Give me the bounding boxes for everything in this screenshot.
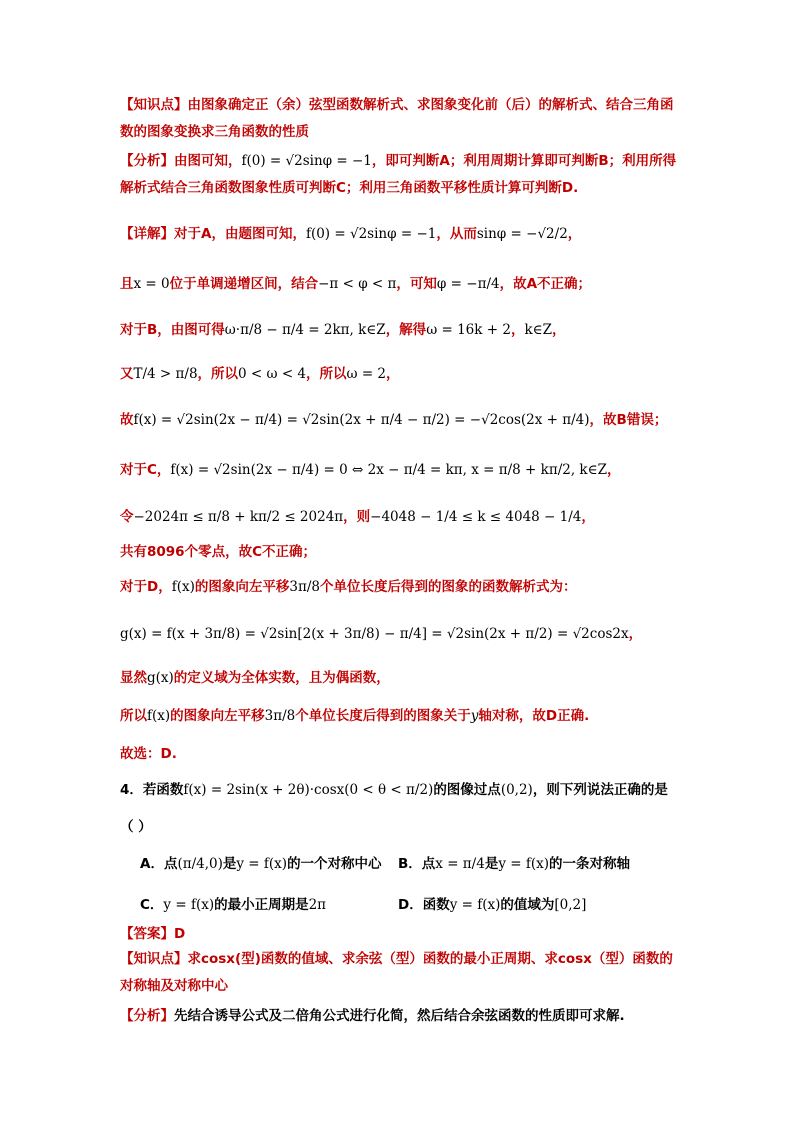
analysis-2 xyxy=(120,1004,625,1024)
option-a xyxy=(140,852,382,872)
math: −2024π ≤ π/8 + kπ/2 ≤ 2024π xyxy=(133,509,344,525)
math: sinφ = −√2/2 xyxy=(476,226,568,242)
text: ， xyxy=(386,366,400,382)
text: ， xyxy=(628,626,643,642)
text: 故选：D. xyxy=(120,746,177,762)
text: 共有8096个零点，故C不正确； xyxy=(120,544,316,560)
math: y xyxy=(470,708,479,724)
math: 3π/8 xyxy=(264,708,296,724)
text: 的一条对称轴 xyxy=(549,856,630,872)
question-4 xyxy=(120,778,668,798)
text: A．点 xyxy=(140,856,178,872)
detail-line-10 xyxy=(120,622,642,642)
analysis-math: f(0) = √2sinφ = −1 xyxy=(241,153,372,169)
text: D．函数 xyxy=(398,897,450,913)
answer-label: 【答案】 xyxy=(120,926,174,942)
detail-line-3 xyxy=(120,318,566,338)
text: 的图像过点 xyxy=(433,782,501,798)
text: 所以 xyxy=(120,708,147,724)
math: f(x) xyxy=(147,708,171,724)
text: ，故B错误； xyxy=(589,412,668,428)
text: ，所以 xyxy=(197,366,239,382)
text: ，从而 xyxy=(436,226,477,242)
detail-line-7 xyxy=(120,505,595,525)
math: x = π/4 xyxy=(435,856,485,872)
text: 的定义域为全体实数，且为偶函数， xyxy=(173,670,390,686)
detail-line-12 xyxy=(120,704,589,724)
text: 个单位长度后得到的图象的函数解析式为： xyxy=(319,579,577,595)
detail-line-9 xyxy=(120,575,576,595)
option-c xyxy=(140,893,326,913)
math: (0,2) xyxy=(500,782,533,798)
detail-line-8 xyxy=(120,540,316,560)
text: （ ） xyxy=(120,819,152,835)
math: k∈Z xyxy=(524,322,552,338)
math: (π/4,0) xyxy=(177,856,223,872)
answer-value: D xyxy=(174,926,186,942)
math: x = 0 xyxy=(133,276,170,292)
math: ω = 16k + 2 xyxy=(426,322,511,338)
detail-line-6 xyxy=(120,458,620,478)
analysis-text-b: ，即可判断A；利用周期计算即可判断B；利用所得解析式结合三角函数图象性质可判断C；利用三角函数平移性质计算可判断D. xyxy=(120,153,677,196)
detail-line-11 xyxy=(120,666,390,686)
knowledge-text: 由图象确定正（余）弦型函数解析式、求图象变化前（后）的解析式、结合三角函数的图象变换求三角函数的性质 xyxy=(120,97,674,140)
knowledge-text: 求cosx(型)函数的值域、求余弦（型）函数的最小正周期、求cosx（型）函数的对称轴及对称中心 xyxy=(120,951,673,994)
detail-line-13 xyxy=(120,742,177,762)
math: g(x) xyxy=(147,670,174,686)
math: f(x) = 2sin(x + 2θ)·cosx(0 < θ < π/2) xyxy=(183,782,434,798)
text: ， xyxy=(552,322,566,338)
math: f(x) xyxy=(171,579,195,595)
analysis-1 xyxy=(120,148,680,202)
analysis-text: 先结合诱导公式及二倍角公式进行化简，然后结合余弦函数的性质即可求解. xyxy=(174,1008,625,1024)
knowledge-label: 【知识点】 xyxy=(120,951,188,967)
text: 若函数 xyxy=(142,782,184,798)
text: 显然 xyxy=(120,670,147,686)
text: 故 xyxy=(120,412,134,428)
math: ω·π/8 − π/4 = 2kπ, k∈Z xyxy=(224,322,386,338)
text: ， xyxy=(510,322,525,338)
math: y = f(x) xyxy=(449,897,501,913)
math: ω = 2 xyxy=(346,366,387,382)
answer xyxy=(120,922,185,942)
text: ， xyxy=(567,226,582,242)
text: C． xyxy=(140,897,164,913)
text: 位于单调递增区间，结合 xyxy=(169,276,319,292)
math: 2π xyxy=(308,897,327,913)
text: ，所以 xyxy=(306,366,347,382)
text: 的图象向左平移 xyxy=(194,579,290,595)
math: 3π/8 xyxy=(289,579,320,595)
math: f(x) = √2sin(2x − π/4) = 0 ⇔ 2x − π/4 = kπ, x = π/8 + kπ/2, k∈Z xyxy=(170,462,607,478)
text: B．点 xyxy=(398,856,436,872)
math: y = f(x) xyxy=(236,856,288,872)
math: 0 < ω < 4 xyxy=(238,366,307,382)
text: ，解得 xyxy=(385,322,427,338)
text: 个单位长度后得到的图象关于 xyxy=(295,708,471,724)
text: 对于A，由题图可知， xyxy=(174,226,306,242)
math: −π < φ < π xyxy=(318,276,397,292)
text: ，可知 xyxy=(396,276,437,292)
math: g(x) = f(x + 3π/8) = √2sin[2(x + 3π/8) − π/4] = √2sin(2x + π/2) = √2cos2x xyxy=(120,626,629,642)
knowledge-label: 【知识点】 xyxy=(120,97,188,113)
question-4-paren xyxy=(120,815,152,835)
text: ， xyxy=(606,462,621,478)
analysis-label: 【分析】 xyxy=(120,153,174,169)
math: f(0) = √2sinφ = −1 xyxy=(305,226,437,242)
math: y = f(x) xyxy=(163,897,215,913)
text: 的最小正周期是 xyxy=(214,897,309,913)
option-b xyxy=(398,852,630,872)
text: 的一个对称中心 xyxy=(287,856,382,872)
text: 又 xyxy=(120,366,134,382)
math: T/4 > π/8 xyxy=(133,366,198,382)
text: 对于C， xyxy=(120,462,171,478)
text: 对于D， xyxy=(120,579,172,595)
math: y = f(x) xyxy=(498,856,549,872)
detail-label: 【详解】 xyxy=(120,226,174,242)
text: 的值域为 xyxy=(500,897,555,913)
detail-line-2 xyxy=(120,272,591,292)
question-number: 4． xyxy=(120,782,143,798)
text: 的图象向左平移 xyxy=(170,708,265,724)
analysis-text-a: 由图可知， xyxy=(174,153,242,169)
text: ， xyxy=(581,509,595,525)
math: φ = −π/4 xyxy=(436,276,500,292)
math: [0,2] xyxy=(554,897,587,913)
knowledge-point-1 xyxy=(120,92,680,146)
text: 轴对称，故D正确. xyxy=(478,708,590,724)
text: ，则 xyxy=(343,509,371,525)
text: 是 xyxy=(484,856,499,872)
knowledge-point-2 xyxy=(120,946,680,1000)
math: −4048 − 1/4 ≤ k ≤ 4048 − 1/4 xyxy=(370,509,582,525)
math: f(x) = √2sin(2x − π/4) = √2sin(2x + π/4 − π/2) = −√2cos(2x + π/4) xyxy=(133,412,590,428)
text: 是 xyxy=(222,856,237,872)
text: ，则下列说法正确的是 xyxy=(532,782,668,798)
text: 对于B，由图可得 xyxy=(120,322,225,338)
detail-line-5 xyxy=(120,408,667,428)
detail-line-1 xyxy=(120,222,581,242)
text: 且 xyxy=(120,276,134,292)
detail-line-4 xyxy=(120,362,400,382)
text: ，故A不正确； xyxy=(499,276,592,292)
analysis-label: 【分析】 xyxy=(120,1008,174,1024)
option-d xyxy=(398,893,586,913)
text: 令 xyxy=(120,509,134,525)
